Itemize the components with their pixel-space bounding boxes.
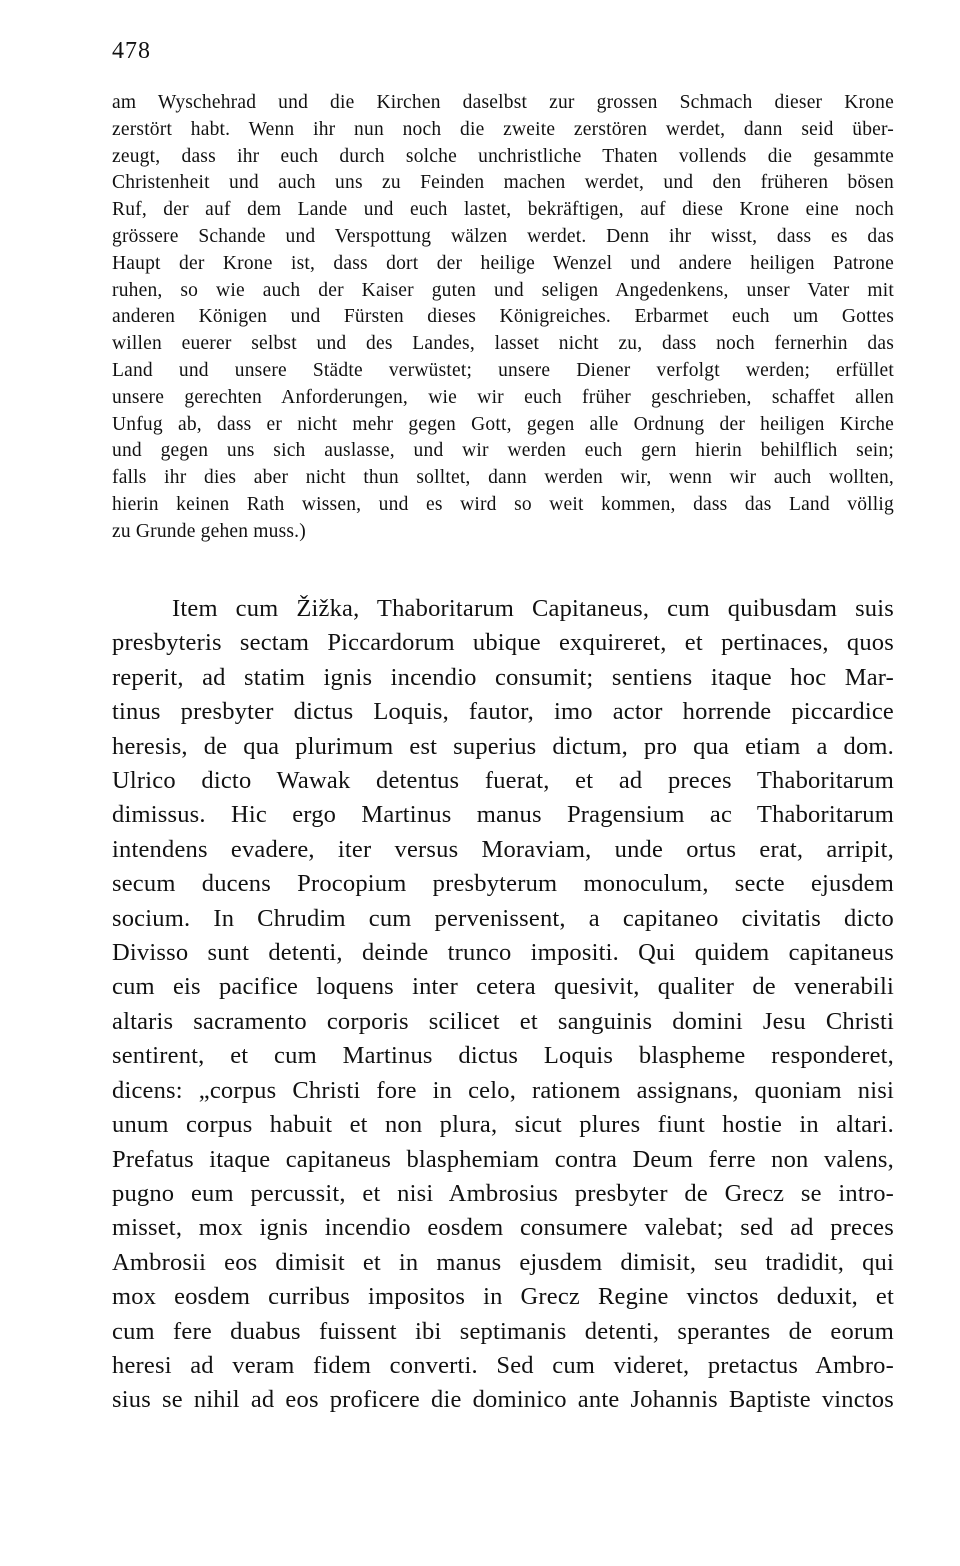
main-text-line: dimissus. Hic ergo Martinus manus Pragensium ac Thaboritarum: [112, 801, 894, 829]
main-text-line: intendens evadere, iter versus Moraviam, unde ortus erat, arripit,: [112, 835, 894, 863]
footnote-line: zu Grunde gehen muss.): [112, 520, 306, 542]
footnote-line: Land und unsere Städte verwüstet; unsere Diener verfolgt werden; erfüllet: [112, 359, 894, 381]
footnote-line: Haupt der Krone ist, dass dort der heilige Wenzel und andere heiligen Patrone: [112, 252, 894, 274]
main-text-line: presbyteris sectam Piccardorum ubique exquireret, et pertinaces, quos: [112, 629, 894, 657]
main-text-line: secum ducens Procopium presbyterum monoculum, secte ejusdem: [112, 870, 894, 898]
main-text-line: Prefatus itaque capitaneus blasphemiam contra Deum ferre non valens,: [112, 1145, 894, 1173]
footnote-line: willen euerer selbst und des Landes, lasset nicht zu, dass noch fernerhin das: [112, 333, 894, 355]
footnote-line: zerstört habt. Wenn ihr nun noch die zweite zerstören werdet, dann seid über-: [112, 118, 894, 140]
main-text-line: socium. In Chrudim cum pervenissent, a capitaneo civitatis dicto: [112, 904, 894, 932]
main-text-line: pugno eum percussit, et nisi Ambrosius presbyter de Grecz se intro-: [112, 1179, 894, 1207]
main-text-line: tinus presbyter dictus Loquis, fautor, imo actor horrende piccardice: [112, 698, 894, 726]
footnote-line: falls ihr dies aber nicht thun solltet, dann werden wir, wenn wir auch wollten,: [112, 467, 894, 489]
page-number: 478: [112, 38, 151, 64]
footnote-line: Ruf, der auf dem Lande und euch lastet, bekräftigen, auf diese Krone eine noch: [112, 199, 894, 221]
footnote-line: Unfug ab, dass er nicht mehr gegen Gott, gegen alle Ordnung der heiligen Kirche: [112, 413, 894, 435]
footnote-line: grössere Schande und Verspottung wälzen werdet. Denn ihr wisst, dass es das: [112, 225, 894, 247]
main-text: [112, 592, 894, 1418]
main-text-line: Ulrico dicto Wawak detentus fuerat, et ad preces Thaboritarum: [112, 767, 894, 795]
main-text-line: Divisso sunt detenti, deinde trunco impositi. Qui quidem capitaneus: [112, 939, 894, 967]
footnote-line: Christenheit und auch uns zu Feinden machen werdet, und den früheren bösen: [112, 172, 894, 194]
main-text-line: reperit, ad statim ignis incendio consumit; sentiens itaque hoc Mar-: [112, 663, 894, 691]
main-text-line: misset, mox ignis incendio eosdem consumere valebat; sed ad preces: [112, 1214, 894, 1242]
footnote-line: am Wyschehrad und die Kirchen daselbst zur grossen Schmach dieser Krone: [112, 92, 894, 113]
main-text-line: dicens: „corpus Christi fore in celo, rationem assignans, quoniam nisi: [112, 1076, 894, 1104]
footnote-text: [112, 90, 894, 546]
main-text-line: Item cum Žižka, Thaboritarum Capitaneus, cum quibusdam suis: [172, 595, 894, 622]
footnote-line: ruhen, so wie auch der Kaiser guten und seligen Angedenkens, unser Vater mit: [112, 279, 894, 301]
main-text-line: unum corpus habuit et non plura, sicut plures fiunt hostie in altari.: [112, 1111, 894, 1139]
footnote-line: hierin keinen Rath wissen, und es wird so weit kommen, dass das Land völlig: [112, 493, 894, 515]
main-text-line: sius se nihil ad eos proficere die dominico ante Johannis Baptiste vinctos: [112, 1386, 894, 1414]
main-text-line: Ambrosii eos dimisit et in manus ejusdem dimisit, seu tradidit, qui: [112, 1248, 894, 1276]
footnote-line: zeugt, dass ihr euch durch solche unchristliche Thaten vollends die gesammte: [112, 145, 894, 167]
footnote-line: anderen Königen und Fürsten dieses Königreiches. Erbarmet euch um Gottes: [112, 306, 894, 328]
main-text-line: altaris sacramento corporis scilicet et sanguinis domini Jesu Christi: [112, 1007, 894, 1035]
main-text-line: sentirent, et cum Martinus dictus Loquis blaspheme responderet,: [112, 1042, 894, 1070]
footnote-line: unsere gerechten Anforderungen, wie wir euch früher geschrieben, schaffet allen: [112, 386, 894, 408]
main-text-line: cum eis pacifice loquens inter cetera quesivit, qualiter de venerabili: [112, 973, 894, 1001]
main-text-line: heresis, de qua plurimum est superius dictum, pro qua etiam a dom.: [112, 732, 894, 760]
main-text-line: cum fere duabus fuissent ibi septimanis detenti, sperantes de eorum: [112, 1317, 894, 1345]
main-text-line: mox eosdem curribus impositos in Grecz Regine vinctos deduxit, et: [112, 1283, 894, 1311]
main-text-line: heresi ad veram fidem converti. Sed cum videret, pretactus Ambro-: [112, 1351, 894, 1379]
footnote-line: und gegen uns sich auslasse, und wir werden euch gern hierin behilflich sein;: [112, 440, 894, 462]
